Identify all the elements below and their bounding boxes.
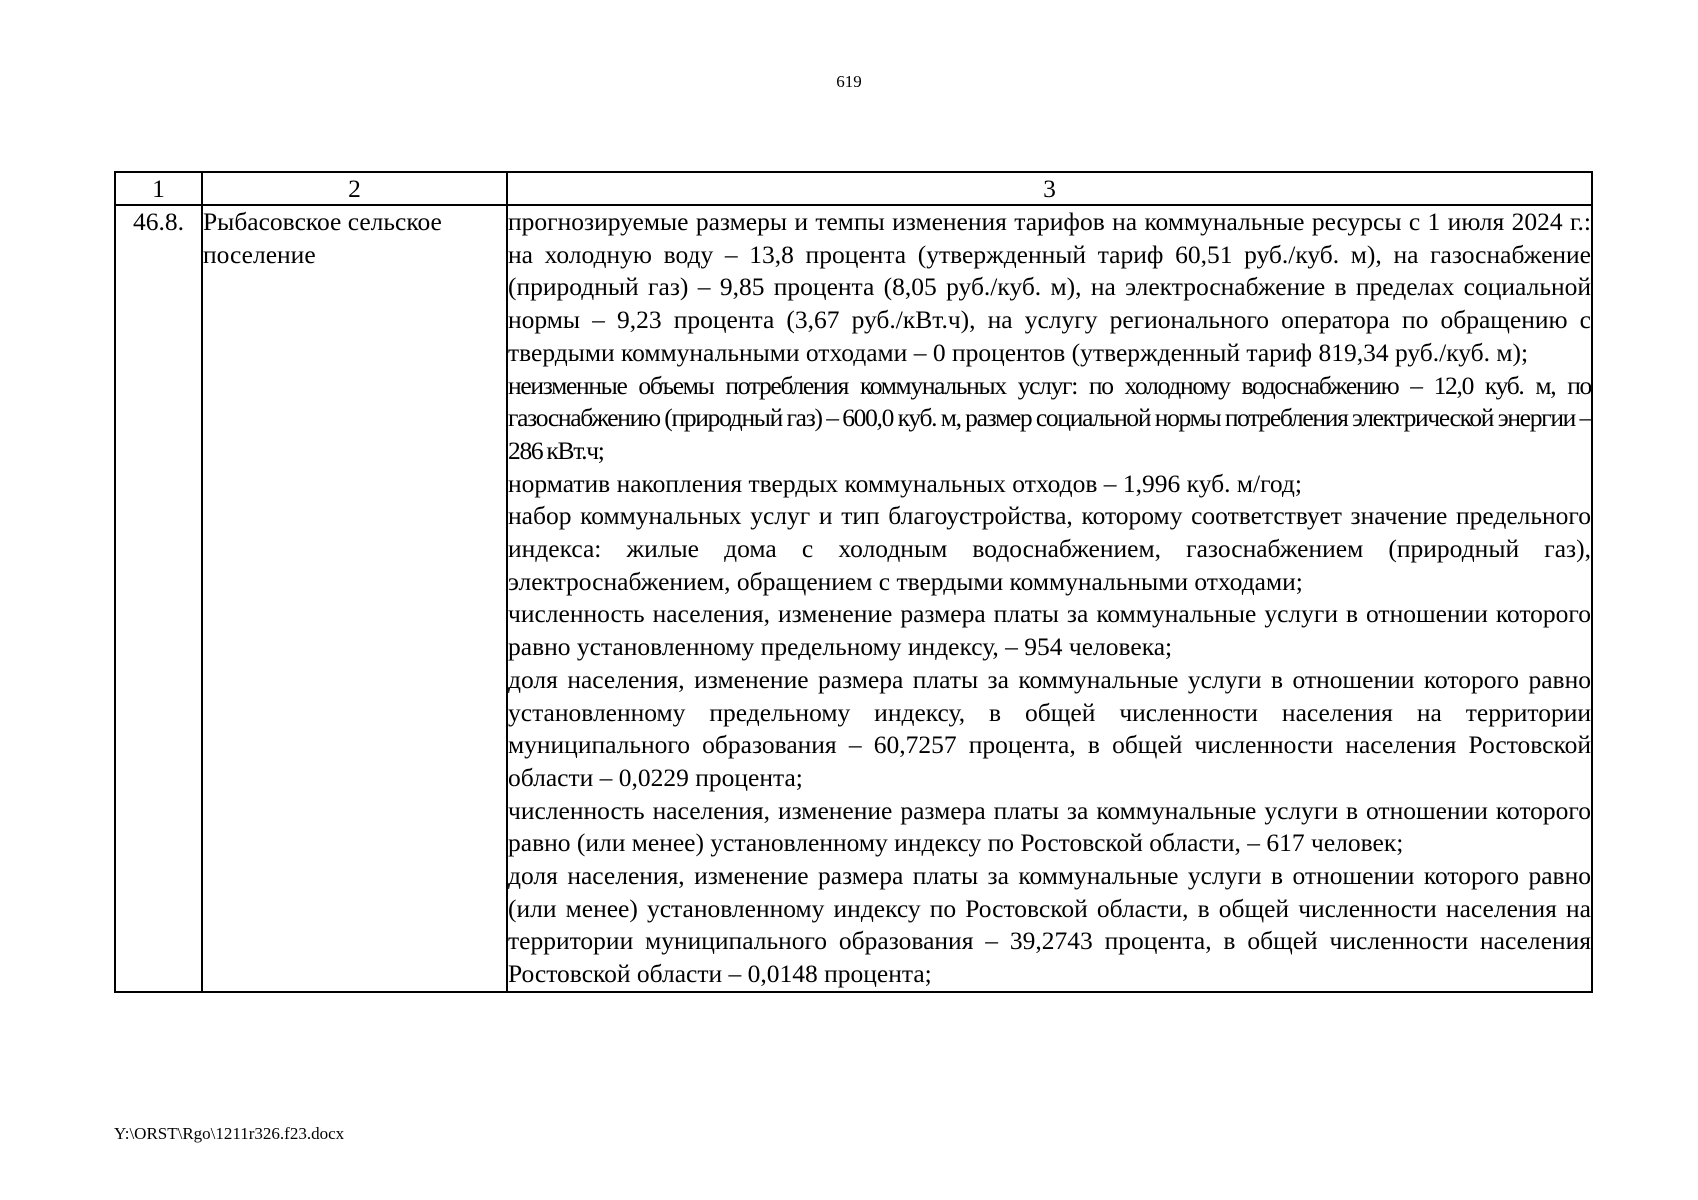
paragraph-population-equal-index: численность населения, изменение размера платы за коммунальные услуги в отношении которого равно установленному предельному индексу, – 954 человека; [508, 599, 1591, 662]
paragraph-share-below-index: доля населения, изменение размера платы за коммунальные услуги в отношении которого равно (или менее) установленному индексу по Ростовской области, в общей численности населения на территории муниципального образования – 39,2743 процента, в общей численности населения Ростовской области – 0,0148 процента; [508, 861, 1591, 989]
paragraph-tariffs: прогнозируемые размеры и темпы изменения тарифов на коммунальные ресурсы с 1 июля 2024 г.: на холодную воду – 13,8 процента (утвержденный тариф 60,51 руб./куб. м), на газоснабжение (природный газ) – 9,85 процента (8,05 руб./куб. м), на электроснабжение в пределах социальной нормы – 9,23 процента (3,67 руб./кВт.ч), на услугу регионального оператора по обращению с твердыми коммунальными отходами – 0 процентов (утвержденный тариф 819,34 руб./куб. м); [508, 207, 1591, 367]
table-row [115, 205, 1592, 992]
header-cell-3: 3 [507, 172, 1592, 205]
paragraph-waste-norm: норматив накопления твердых коммунальных отходов – 1,996 куб. м/год; [508, 468, 1302, 498]
description-cell [507, 205, 1592, 992]
paragraph-services-set: набор коммунальных услуг и тип благоустройства, которому соответствует значение предельного индекса: жилые дома с холодным водоснабжением, газоснабжением (природный газ), электроснабжением, обращением с твердыми коммунальными отходами; [508, 501, 1591, 596]
file-path-footer: Y:\ORST\Rgo\1211r326.f23.docx [114, 1124, 345, 1143]
paragraph-consumption-volumes: неизменные объемы потребления коммунальных услуг: по холодному водоснабжению – 12,0 куб. м, по газоснабжению (природный газ) – 600,0 куб. м, размер социальной нормы потребления электрической энергии – 286 кВт.ч; [508, 370, 1591, 465]
header-cell-2: 2 [202, 172, 507, 205]
paragraph-share-equal-index: доля населения, изменение размера платы за коммунальные услуги в отношении которого равно установленному предельному индексу, в общей численности населения на территории муниципального образования – 60,7257 процента, в общей численности населения Ростовской области – 0,0229 процента; [508, 664, 1591, 792]
document-table [114, 171, 1593, 993]
settlement-name-cell: Рыбасовское сельское поселение [202, 205, 507, 992]
paragraph-population-below-index: численность населения, изменение размера платы за коммунальные услуги в отношении которого равно (или менее) установленному индексу по Ростовской области, – 617 человек; [508, 795, 1591, 858]
table-header-row [115, 172, 1592, 205]
header-cell-1: 1 [115, 172, 202, 205]
row-number-cell: 46.8. [115, 205, 202, 992]
page-number: 619 [836, 72, 862, 91]
